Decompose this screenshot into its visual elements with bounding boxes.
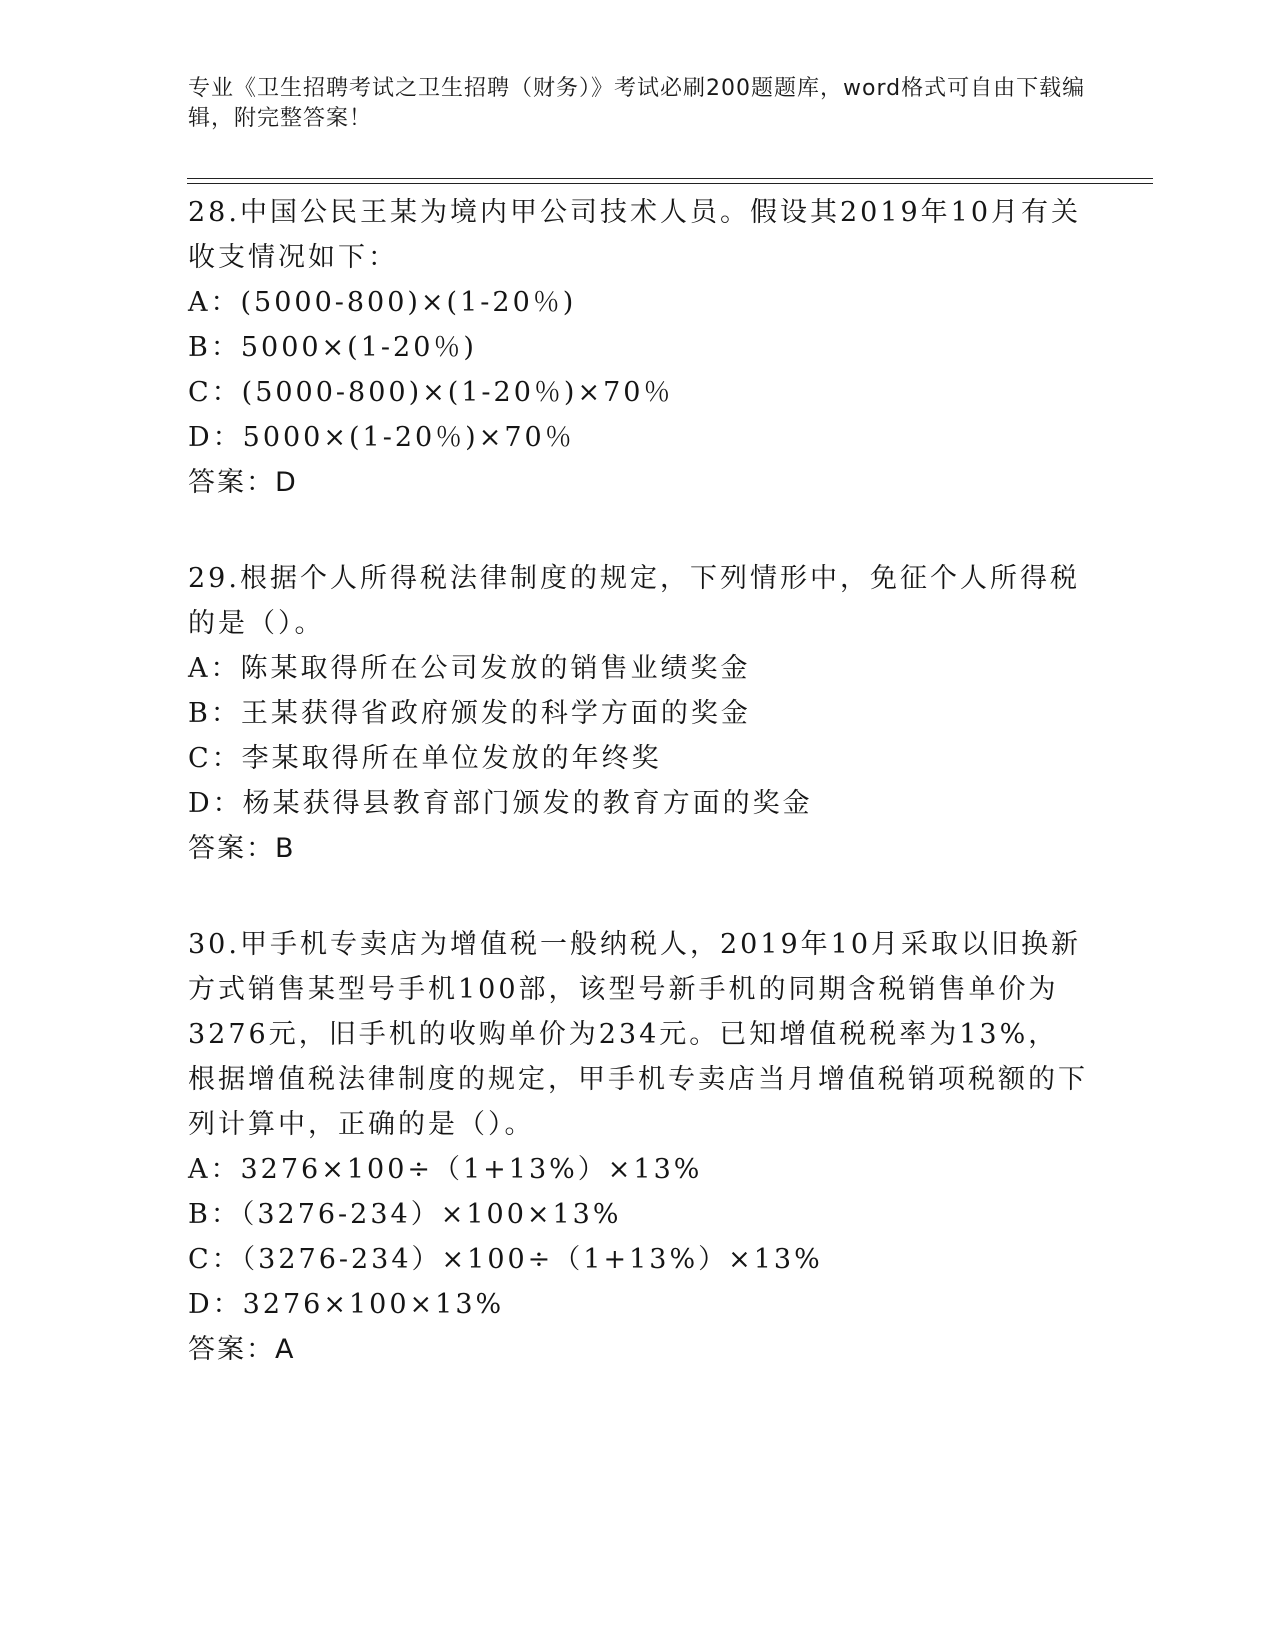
option-b: B：5000×(1-20％) (188, 332, 477, 363)
answer-label: 答案：D (188, 467, 298, 498)
option-c: C：(5000-800)×(1-20％)×70％ (188, 377, 674, 408)
question-stem: 29.根据个人所得税法律制度的规定，下列情形中，免征个人所得税的是（）。 (188, 563, 1080, 639)
option-d: D：5000×(1-20％)×70％ (188, 422, 575, 453)
option-b: B：（3276-234）×100×13% (188, 1199, 622, 1230)
option-a: A：3276×100÷（1+13%）×13% (188, 1154, 703, 1185)
option-c: C：（3276-234）×100÷（1+13%）×13% (188, 1244, 823, 1275)
header-divider-bottom (187, 183, 1153, 184)
question-30 (188, 922, 1088, 1373)
answer-label: 答案：A (188, 1334, 296, 1365)
question-28 (188, 190, 1088, 506)
question-29 (188, 556, 1088, 872)
answer-label: 答案：B (188, 833, 296, 864)
header-divider-top (187, 178, 1153, 179)
option-c: C：李某取得所在单位发放的年终奖 (188, 743, 662, 774)
option-a: A：陈某取得所在公司发放的销售业绩奖金 (188, 653, 751, 684)
question-stem: 28.中国公民王某为境内甲公司技术人员。假设其2019年10月有关收支情况如下： (188, 197, 1082, 273)
question-list (188, 190, 1088, 1423)
document-header: 专业《卫生招聘考试之卫生招聘（财务）》考试必刷200题题库，word格式可自由下载编辑，附完整答案！ (188, 76, 1086, 131)
question-stem: 30.甲手机专卖店为增值税一般纳税人，2019年10月采取以旧换新方式销售某型号手机100部，该型号新手机的同期含税销售单价为3276元，旧手机的收购单价为234元。已知增值税税率为13%，根据增值税法律制度的规定，甲手机专卖店当月增值税销项税额的下列计算中，正确的是（）。 (188, 929, 1088, 1140)
option-d: D：杨某获得县教育部门颁发的教育方面的奖金 (188, 788, 813, 819)
option-a: A：(5000-800)×(1-20％) (188, 287, 577, 318)
option-b: B：王某获得省政府颁发的科学方面的奖金 (188, 698, 751, 729)
option-d: D：3276×100×13% (188, 1289, 505, 1320)
